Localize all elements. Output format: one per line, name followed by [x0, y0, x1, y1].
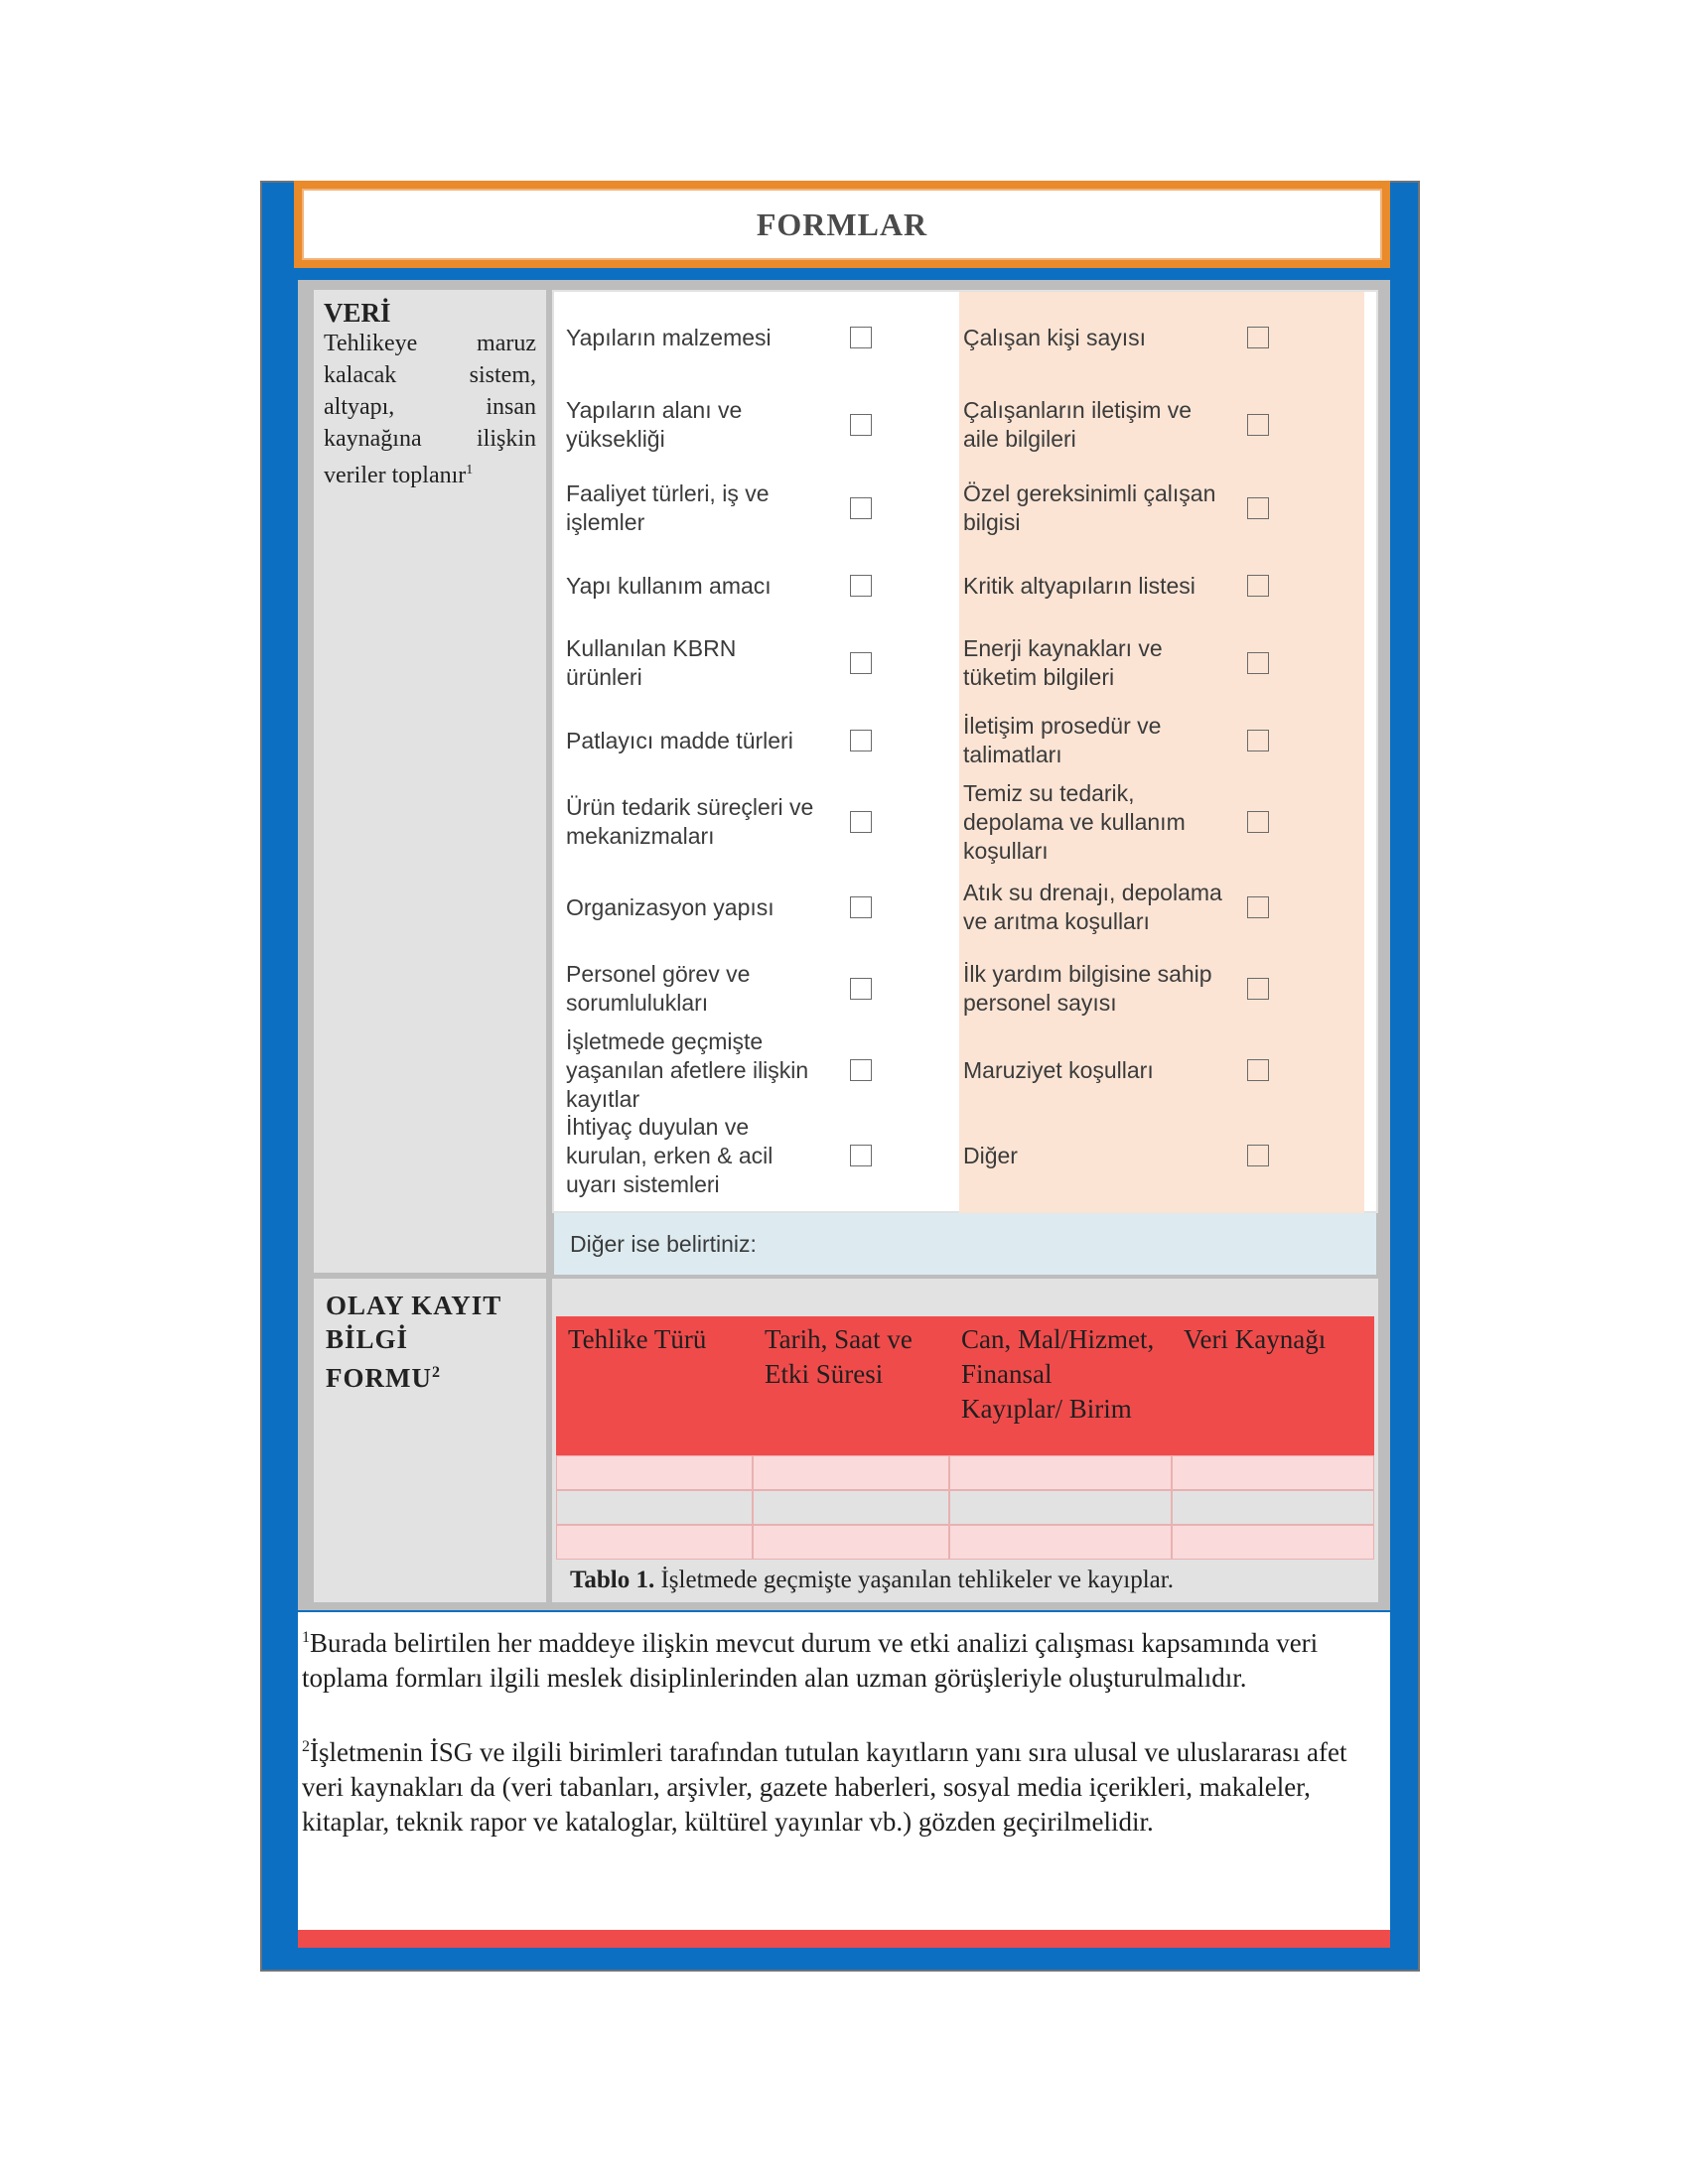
checklist-left-label: Personel görev ve sorumlulukları [566, 961, 751, 1016]
footnote-2-text: İşletmenin İSG ve ilgili birimleri tarafından tutulan kayıtların yanı sıra ulusal ve uluslararası afet veri kaynakları da (veri tabanları, arşivler, gazete haberleri, sosyal media içerikleri, makaleler, kitaplar, teknik rapor ve kataloglar, kültürel yayınlar vb.) gözden geçirilmelidir. [302, 1737, 1347, 1837]
checklist-left-checkbox[interactable] [850, 978, 872, 1000]
checklist-right-checkbox[interactable] [1247, 575, 1269, 597]
col-header-source: Veri Kaynağı [1184, 1324, 1327, 1354]
table-row [556, 1490, 1374, 1525]
table-cell[interactable] [556, 1490, 753, 1525]
checklist-right-label: Atık su drenajı, depolama ve arıtma koşulları [963, 880, 1222, 934]
table-cell[interactable] [753, 1490, 949, 1525]
checklist-left-label: Yapı kullanım amacı [566, 572, 772, 599]
checklist-left-checkbox[interactable] [850, 1145, 872, 1166]
table-cell[interactable] [556, 1525, 753, 1560]
checklist-left-checkbox[interactable] [850, 497, 872, 519]
veri-description-text: Tehlikeye maruz kalacak sistem, altyapı, insan kaynağına ilişkin [324, 331, 536, 452]
checklist-right-label: Çalışanların iletişim ve aile bilgileri [963, 397, 1193, 452]
olay-heading-line2: BİLGİ [326, 1324, 409, 1354]
checklist-left-label: İşletmede geçmişte yaşanılan afetlere ilişkin kayıtlar [566, 1027, 809, 1112]
table-cell[interactable] [1172, 1525, 1374, 1560]
table-cell[interactable] [753, 1525, 949, 1560]
table-cell[interactable] [949, 1525, 1172, 1560]
checklist-left-label: Organizasyon yapısı [566, 893, 774, 920]
table-row [556, 1455, 1374, 1490]
table-cell[interactable] [753, 1455, 949, 1490]
table-cell[interactable] [1172, 1490, 1374, 1525]
olay-heading [326, 1289, 534, 1395]
table-caption [570, 1567, 1174, 1594]
checklist-right-checkbox[interactable] [1247, 896, 1269, 918]
checklist-right-checkbox[interactable] [1247, 327, 1269, 348]
checklist-right-checkbox[interactable] [1247, 652, 1269, 674]
checklist-left-checkbox[interactable] [850, 575, 872, 597]
checklist-left-checkbox[interactable] [850, 811, 872, 833]
checklist-right-checkbox[interactable] [1247, 730, 1269, 751]
checklist-right-checkbox[interactable] [1247, 1145, 1269, 1166]
checklist-left-label: Faaliyet türleri, iş ve işlemler [566, 480, 770, 535]
loss-table-header [556, 1316, 1374, 1455]
checklist-right-label: Kritik altyapıların listesi [963, 572, 1196, 599]
bottom-accent-bar [298, 1930, 1390, 1948]
col-header-losses: Can, Mal/Hizmet, Finansal Kayıplar/ Birim [961, 1324, 1155, 1424]
checklist-right-checkbox[interactable] [1247, 1059, 1269, 1081]
veri-description-last [324, 455, 536, 491]
checklist-right-checkbox[interactable] [1247, 811, 1269, 833]
checklist-left-label: Patlayıcı madde türleri [566, 727, 793, 753]
checklist-right-checkbox[interactable] [1247, 414, 1269, 436]
checklist-right-label: Diğer [963, 1142, 1018, 1168]
table-cell[interactable] [949, 1455, 1172, 1490]
olay-heading-line3: FORMU [326, 1363, 432, 1393]
veri-heading: VERİ [324, 298, 391, 328]
checklist-left-label: Yapıların alanı ve yüksekliği [566, 397, 743, 452]
footnote-1 [302, 1620, 1386, 1696]
col-header-hazard: Tehlike Türü [568, 1324, 707, 1354]
table-caption-text: İşletmede geçmişte yaşanılan tehlikeler ve kayıplar. [654, 1567, 1174, 1593]
olay-section-label [314, 1279, 546, 1602]
checklist-right-label: Özel gereksinimli çalışan bilgisi [963, 480, 1216, 535]
table-row [556, 1525, 1374, 1560]
title-banner [294, 181, 1390, 268]
footnote-1-mark: 1 [302, 1629, 310, 1646]
checklist-left-checkbox[interactable] [850, 730, 872, 751]
veri-section-label [314, 290, 546, 1273]
checklist-right-label: Maruziyet koşulları [963, 1056, 1154, 1083]
checklist-left-checkbox[interactable] [850, 896, 872, 918]
footnote-1-text: Burada belirtilen her maddeye ilişkin mevcut durum ve etki analizi çalışması kapsamında veri toplama formları ilgili meslek disiplinlerinden alan uzman görüşleriyle oluşturulmalıdır. [302, 1628, 1319, 1693]
olay-heading-line1: OLAY KAYIT [326, 1291, 502, 1320]
veri-description [324, 328, 536, 491]
loss-table [556, 1316, 1374, 1560]
table-cell[interactable] [1172, 1455, 1374, 1490]
footnotes [298, 1612, 1390, 1930]
page-title: FORMLAR [302, 189, 1382, 260]
footnote-ref-2: 2 [431, 1364, 441, 1381]
table-caption-label: Tablo 1. [570, 1567, 655, 1593]
table-cell[interactable] [556, 1455, 753, 1490]
checklist-left-label: Kullanılan KBRN ürünleri [566, 635, 737, 690]
col-header-date: Tarih, Saat ve Etki Süresi [765, 1324, 913, 1389]
checklist-left-checkbox[interactable] [850, 327, 872, 348]
table-cell[interactable] [949, 1490, 1172, 1525]
checklist-right-label: Temiz su tedarik, depolama ve kullanım koşulları [963, 779, 1186, 864]
checklist-right-checkbox[interactable] [1247, 497, 1269, 519]
footnote-2-mark: 2 [302, 1738, 310, 1755]
checklist-right-label: Enerji kaynakları ve tüketim bilgileri [963, 635, 1163, 690]
checklist-left-checkbox[interactable] [850, 1059, 872, 1081]
olay-heading-line3-wrap [326, 1356, 534, 1395]
other-specify-field[interactable] [554, 1213, 1376, 1275]
footnote-2 [302, 1729, 1386, 1840]
checklist-right-checkbox[interactable] [1247, 978, 1269, 1000]
checklist-left-label: Yapıların malzemesi [566, 324, 772, 350]
checklist-right-label: İlk yardım bilgisine sahip personel sayısı [963, 961, 1212, 1016]
checklist-left-checkbox[interactable] [850, 414, 872, 436]
checklist-right-label: Çalışan kişi sayısı [963, 324, 1147, 350]
checklist-left-label: Ürün tedarik süreçleri ve mekanizmaları [566, 794, 814, 849]
checklist-right-label: İletişim prosedür ve talimatları [963, 713, 1162, 767]
checklist-left-label: İhtiyaç duyulan ve kurulan, erken & acil uyarı sistemleri [566, 1113, 774, 1197]
checklist-left-checkbox[interactable] [850, 652, 872, 674]
veri-description-last-text: veriler toplanır [324, 463, 467, 488]
other-specify-label: Diğer ise belirtiniz: [570, 1230, 757, 1257]
footnote-ref-1: 1 [466, 463, 474, 478]
